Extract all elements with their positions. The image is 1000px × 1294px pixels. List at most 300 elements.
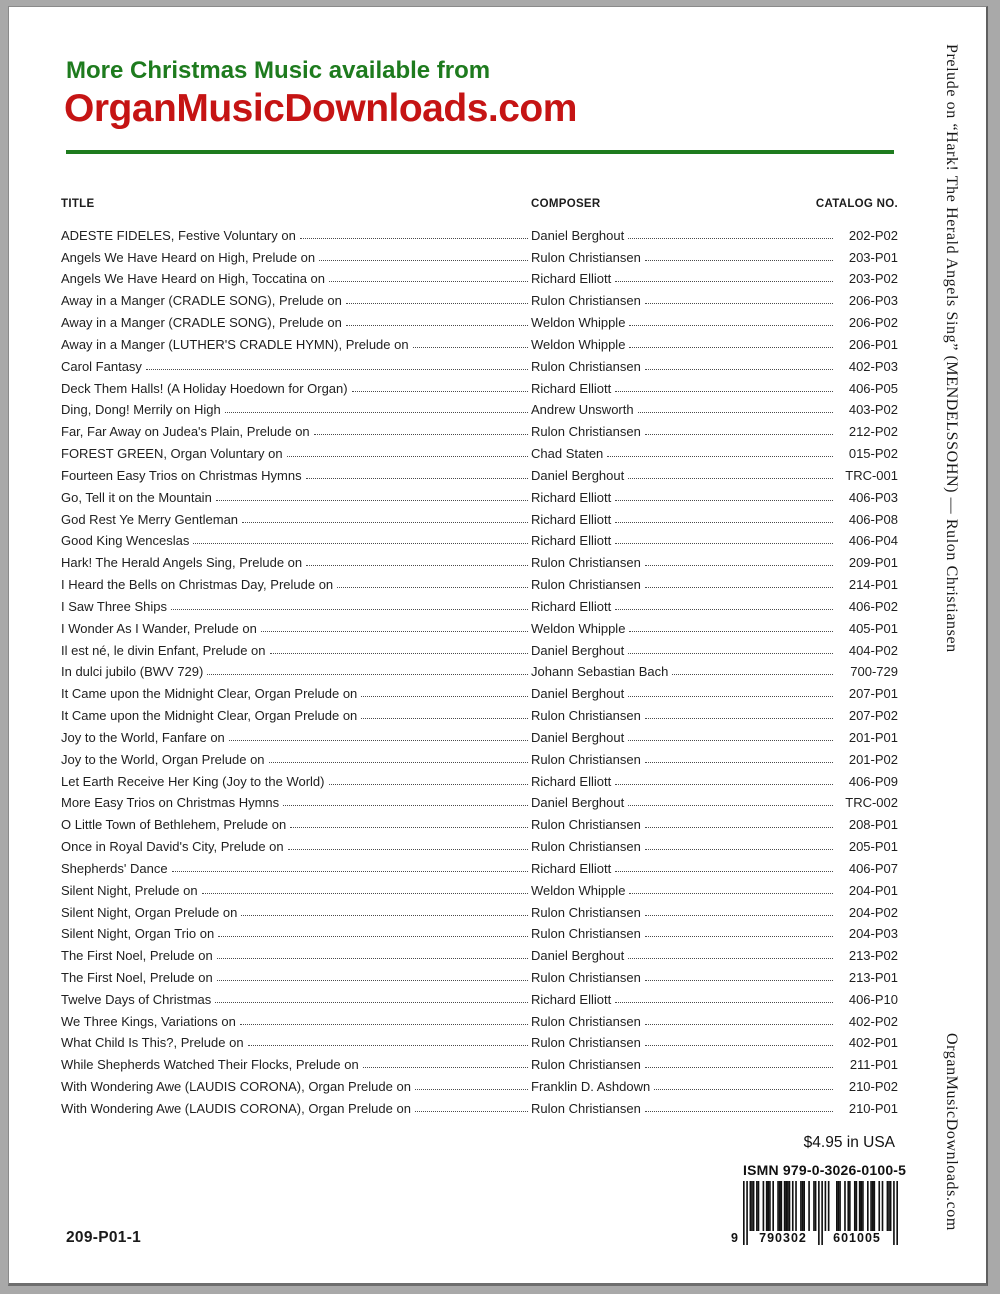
- barcode: [731, 1181, 898, 1249]
- dot-leader: [413, 347, 528, 348]
- row-catalog: 213-P01: [848, 969, 898, 985]
- title-cell: [61, 862, 531, 878]
- row-title: Fourteen Easy Trios on Christmas Hymns: [61, 467, 302, 483]
- row-composer: Rulon Christiansen: [531, 577, 641, 593]
- composer-cell: [531, 687, 836, 703]
- table-row: [61, 485, 898, 507]
- title-cell: [61, 578, 531, 594]
- row-composer: Daniel Berghout: [531, 795, 625, 811]
- dot-leader: [225, 412, 528, 413]
- row-composer: Rulon Christiansen: [531, 424, 641, 440]
- row-composer: Weldon Whipple: [531, 620, 626, 636]
- dot-leader: [645, 260, 833, 261]
- dot-leader: [672, 674, 833, 675]
- dot-leader: [607, 456, 833, 457]
- row-composer: Rulon Christiansen: [531, 839, 641, 855]
- composer-cell: [531, 665, 836, 681]
- table-row: [61, 550, 898, 572]
- table-row: [61, 507, 898, 529]
- row-catalog: 206-P01: [848, 336, 898, 352]
- table-row: [61, 1009, 898, 1031]
- composer-cell: [531, 556, 836, 572]
- dot-leader: [217, 958, 528, 959]
- dot-leader: [306, 478, 528, 479]
- row-title: With Wondering Awe (LAUDIS CORONA), Organ Prelude on: [61, 1079, 411, 1095]
- composer-cell: [531, 360, 836, 376]
- composer-cell: [531, 316, 836, 332]
- row-title: Deck Them Halls! (A Holiday Hoedown for Organ): [61, 380, 348, 396]
- dot-leader: [217, 980, 528, 981]
- dot-leader: [241, 915, 528, 916]
- dot-leader: [654, 1089, 833, 1090]
- table-row: [61, 1074, 898, 1096]
- table-row: [61, 1031, 898, 1053]
- composer-cell: [531, 862, 836, 878]
- header-divider: [66, 150, 894, 154]
- row-composer: Rulon Christiansen: [531, 817, 641, 833]
- title-cell: [61, 1080, 531, 1096]
- row-title: With Wondering Awe (LAUDIS CORONA), Organ Prelude on: [61, 1100, 411, 1116]
- table-row: [61, 441, 898, 463]
- dot-leader: [615, 543, 833, 544]
- table-row: [61, 376, 898, 398]
- table-row: [61, 681, 898, 703]
- title-cell: [61, 316, 531, 332]
- composer-cell: [531, 1058, 836, 1074]
- row-composer: Daniel Berghout: [531, 729, 625, 745]
- title-cell: [61, 993, 531, 1009]
- composer-cell: [531, 1080, 836, 1096]
- table-row: [61, 878, 898, 900]
- dot-leader: [645, 369, 833, 370]
- dot-leader: [240, 1024, 528, 1025]
- row-title: Away in a Manger (LUTHER'S CRADLE HYMN), Prelude on: [61, 336, 409, 352]
- row-composer: Rulon Christiansen: [531, 926, 641, 942]
- composer-cell: [531, 491, 836, 507]
- title-cell: [61, 796, 531, 812]
- dot-leader: [645, 936, 833, 937]
- row-composer: Rulon Christiansen: [531, 969, 641, 985]
- row-composer: Franklin D. Ashdown: [531, 1079, 651, 1095]
- dot-leader: [615, 784, 833, 785]
- table-row: [61, 398, 898, 420]
- dot-leader: [645, 565, 833, 566]
- dot-leader: [287, 456, 528, 457]
- composer-cell: [531, 272, 836, 288]
- composer-cell: [531, 906, 836, 922]
- dot-leader: [218, 936, 528, 937]
- row-composer: Rulon Christiansen: [531, 1035, 641, 1051]
- row-composer: Richard Elliott: [531, 271, 612, 287]
- row-catalog: 206-P03: [848, 293, 898, 309]
- title-cell: [61, 840, 531, 856]
- table-row: [61, 332, 898, 354]
- dot-leader: [193, 543, 528, 544]
- row-composer: Richard Elliott: [531, 991, 612, 1007]
- title-cell: [61, 294, 531, 310]
- row-composer: Chad Staten: [531, 446, 604, 462]
- title-cell: [61, 665, 531, 681]
- dot-leader: [629, 893, 833, 894]
- title-cell: [61, 709, 531, 725]
- title-cell: [61, 1058, 531, 1074]
- row-title: Angels We Have Heard on High, Toccatina on: [61, 271, 326, 287]
- title-cell: [61, 775, 531, 791]
- row-catalog: 402-P02: [848, 1013, 898, 1029]
- row-title: Away in a Manger (CRADLE SONG), Prelude on: [61, 315, 342, 331]
- row-catalog: 406-P04: [848, 533, 898, 549]
- row-catalog: 406-P02: [848, 598, 898, 614]
- dot-leader: [629, 325, 833, 326]
- dot-leader: [615, 391, 833, 392]
- dot-leader: [346, 325, 528, 326]
- row-composer: Richard Elliott: [531, 533, 612, 549]
- title-cell: [61, 229, 531, 245]
- composer-cell: [531, 796, 836, 812]
- row-composer: Richard Elliott: [531, 773, 612, 789]
- row-composer: Rulon Christiansen: [531, 751, 641, 767]
- row-catalog: 201-P01: [848, 729, 898, 745]
- dot-leader: [645, 1024, 833, 1025]
- title-cell: [61, 338, 531, 354]
- dot-leader: [269, 762, 528, 763]
- table-row: [61, 594, 898, 616]
- row-composer: Richard Elliott: [531, 511, 612, 527]
- composer-cell: [531, 949, 836, 965]
- price-label: $4.95 in USA: [803, 1134, 895, 1151]
- col-header-title: TITLE: [61, 198, 95, 210]
- row-composer: Daniel Berghout: [531, 227, 625, 243]
- title-cell: [61, 403, 531, 419]
- dot-leader: [363, 1067, 528, 1068]
- title-cell: [61, 818, 531, 834]
- row-title: While Shepherds Watched Their Flocks, Prelude on: [61, 1057, 359, 1073]
- dot-leader: [346, 303, 528, 304]
- dot-leader: [645, 1111, 833, 1112]
- row-composer: Rulon Christiansen: [531, 1100, 641, 1116]
- composer-cell: [531, 622, 836, 638]
- table-row: [61, 922, 898, 944]
- table-row: [61, 245, 898, 267]
- title-cell: [61, 927, 531, 943]
- barcode-digit-mid: 790302: [759, 1231, 807, 1245]
- title-cell: [61, 884, 531, 900]
- dot-leader: [288, 849, 528, 850]
- composer-cell: [531, 1015, 836, 1031]
- dot-leader: [415, 1089, 528, 1090]
- title-cell: [61, 272, 531, 288]
- table-row: [61, 288, 898, 310]
- dot-leader: [645, 434, 833, 435]
- composer-cell: [531, 578, 836, 594]
- row-composer: Rulon Christiansen: [531, 708, 641, 724]
- row-catalog: 202-P02: [848, 227, 898, 243]
- row-title: I Wonder As I Wander, Prelude on: [61, 620, 257, 636]
- dot-leader: [415, 1111, 528, 1112]
- composer-cell: [531, 709, 836, 725]
- composer-cell: [531, 971, 836, 987]
- table-row: [61, 987, 898, 1009]
- table-row: [61, 791, 898, 813]
- dot-leader: [261, 631, 528, 632]
- table-row: [61, 616, 898, 638]
- title-cell: [61, 469, 531, 485]
- dot-leader: [290, 827, 528, 828]
- row-title: I Saw Three Ships: [61, 598, 167, 614]
- row-catalog: 206-P02: [848, 315, 898, 331]
- dot-leader: [314, 434, 528, 435]
- row-title: Good King Wenceslas: [61, 533, 190, 549]
- dot-leader: [645, 827, 833, 828]
- table-row: [61, 747, 898, 769]
- row-catalog: 207-P01: [848, 686, 898, 702]
- row-composer: Daniel Berghout: [531, 948, 625, 964]
- title-cell: [61, 600, 531, 616]
- row-title: Joy to the World, Organ Prelude on: [61, 751, 265, 767]
- dot-leader: [645, 762, 833, 763]
- dot-leader: [361, 696, 528, 697]
- table-row: [61, 638, 898, 660]
- composer-cell: [531, 753, 836, 769]
- title-cell: [61, 1015, 531, 1031]
- row-title: Silent Night, Organ Trio on: [61, 926, 215, 942]
- row-catalog: 207-P02: [848, 708, 898, 724]
- table-row: [61, 419, 898, 441]
- row-title: Joy to the World, Fanfare on: [61, 729, 225, 745]
- row-title: Far, Far Away on Judea's Plain, Prelude on: [61, 424, 310, 440]
- row-catalog: 403-P02: [848, 402, 898, 418]
- dot-leader: [337, 587, 528, 588]
- dot-leader: [628, 653, 833, 654]
- row-title: God Rest Ye Merry Gentleman: [61, 511, 239, 527]
- row-catalog: 405-P01: [848, 620, 898, 636]
- composer-cell: [531, 1102, 836, 1118]
- dot-leader: [628, 740, 833, 741]
- table-row: [61, 900, 898, 922]
- table-row: [61, 856, 898, 878]
- row-title: In dulci jubilo (BWV 729): [61, 664, 204, 680]
- dot-leader: [352, 391, 528, 392]
- title-cell: [61, 949, 531, 965]
- row-title: ADESTE FIDELES, Festive Voluntary on: [61, 227, 296, 243]
- row-catalog: 406-P05: [848, 380, 898, 396]
- row-title: Hark! The Herald Angels Sing, Prelude on: [61, 555, 303, 571]
- title-cell: [61, 360, 531, 376]
- dot-leader: [283, 805, 528, 806]
- dot-leader: [615, 609, 833, 610]
- header-tagline: More Christmas Music available from: [66, 57, 491, 84]
- row-catalog: TRC-002: [845, 795, 898, 811]
- row-title: Ding, Dong! Merrily on High: [61, 402, 221, 418]
- title-cell: [61, 251, 531, 267]
- dot-leader: [216, 500, 528, 501]
- row-catalog: 700-729: [850, 664, 898, 680]
- title-cell: [61, 644, 531, 660]
- composer-cell: [531, 251, 836, 267]
- composer-cell: [531, 731, 836, 747]
- dot-leader: [172, 871, 528, 872]
- composer-cell: [531, 775, 836, 791]
- dot-leader: [629, 631, 833, 632]
- row-composer: Rulon Christiansen: [531, 1013, 641, 1029]
- composer-cell: [531, 884, 836, 900]
- row-title: I Heard the Bells on Christmas Day, Prelude on: [61, 577, 334, 593]
- dot-leader: [645, 1045, 833, 1046]
- row-catalog: 204-P02: [848, 904, 898, 920]
- composer-cell: [531, 818, 836, 834]
- composer-cell: [531, 513, 836, 529]
- dot-leader: [171, 609, 528, 610]
- dot-leader: [306, 565, 528, 566]
- composer-cell: [531, 403, 836, 419]
- title-cell: [61, 731, 531, 747]
- composer-cell: [531, 229, 836, 245]
- dot-leader: [242, 522, 528, 523]
- row-composer: Andrew Unsworth: [531, 402, 634, 418]
- dot-leader: [361, 718, 528, 719]
- dot-leader: [628, 805, 833, 806]
- title-cell: [61, 556, 531, 572]
- barcode-block: [731, 1162, 907, 1249]
- row-catalog: 406-P10: [848, 991, 898, 1007]
- dot-leader: [645, 915, 833, 916]
- table-header-row: [61, 198, 898, 210]
- table-row: [61, 1052, 898, 1074]
- table-row: [61, 463, 898, 485]
- row-composer: Weldon Whipple: [531, 336, 626, 352]
- row-catalog: 203-P01: [848, 249, 898, 265]
- row-title: Go, Tell it on the Mountain: [61, 489, 212, 505]
- row-title: FOREST GREEN, Organ Voluntary on: [61, 446, 283, 462]
- composer-cell: [531, 993, 836, 1009]
- table-row: [61, 267, 898, 289]
- dot-leader: [202, 893, 528, 894]
- row-composer: Rulon Christiansen: [531, 293, 641, 309]
- dot-leader: [629, 347, 833, 348]
- row-catalog: 212-P02: [848, 424, 898, 440]
- row-title: The First Noel, Prelude on: [61, 969, 213, 985]
- row-catalog: 211-P01: [849, 1057, 898, 1073]
- row-catalog: 406-P09: [848, 773, 898, 789]
- ismn-label: ISMN 979-0-3026-0100-5: [743, 1162, 907, 1178]
- row-composer: Rulon Christiansen: [531, 358, 641, 374]
- title-cell: [61, 753, 531, 769]
- table-row: [61, 965, 898, 987]
- row-composer: Daniel Berghout: [531, 686, 625, 702]
- row-title: Let Earth Receive Her King (Joy to the World): [61, 773, 325, 789]
- dot-leader: [645, 980, 833, 981]
- barcode-digit-left: 9: [731, 1231, 738, 1245]
- row-title: O Little Town of Bethlehem, Prelude on: [61, 817, 287, 833]
- table-row: [61, 943, 898, 965]
- composer-cell: [531, 600, 836, 616]
- plate-number: 209-P01-1: [66, 1229, 142, 1246]
- dot-leader: [628, 958, 833, 959]
- composer-cell: [531, 469, 836, 485]
- dot-leader: [248, 1045, 528, 1046]
- composer-cell: [531, 447, 836, 463]
- table-row: [61, 769, 898, 791]
- dot-leader: [628, 696, 833, 697]
- row-composer: Richard Elliott: [531, 598, 612, 614]
- dot-leader: [229, 740, 528, 741]
- row-catalog: 406-P07: [848, 860, 898, 876]
- table-row: [61, 812, 898, 834]
- row-composer: Daniel Berghout: [531, 467, 625, 483]
- row-catalog: 402-P01: [848, 1035, 898, 1051]
- row-catalog: 402-P03: [848, 358, 898, 374]
- row-title: Once in Royal David's City, Prelude on: [61, 839, 284, 855]
- row-catalog: 204-P03: [848, 926, 898, 942]
- composer-cell: [531, 294, 836, 310]
- dot-leader: [300, 238, 528, 239]
- composer-cell: [531, 644, 836, 660]
- spine-text-top: Prelude on “Hark! The Herald Angels Sing” (MENDELSSOHN) — Rulon Christiansen: [943, 44, 960, 653]
- row-composer: Richard Elliott: [531, 489, 612, 505]
- table-row: [61, 725, 898, 747]
- row-catalog: 203-P02: [848, 271, 898, 287]
- row-title: More Easy Trios on Christmas Hymns: [61, 795, 280, 811]
- dot-leader: [615, 1002, 833, 1003]
- dot-leader: [146, 369, 528, 370]
- row-title: Carol Fantasy: [61, 358, 142, 374]
- row-title: The First Noel, Prelude on: [61, 948, 213, 964]
- row-composer: Johann Sebastian Bach: [531, 664, 669, 680]
- composer-cell: [531, 927, 836, 943]
- table-row: [61, 354, 898, 376]
- row-composer: Rulon Christiansen: [531, 904, 641, 920]
- row-catalog: 205-P01: [848, 839, 898, 855]
- row-composer: Daniel Berghout: [531, 642, 625, 658]
- row-catalog: 213-P02: [848, 948, 898, 964]
- table-row: [61, 223, 898, 245]
- composer-cell: [531, 840, 836, 856]
- table-row: [61, 834, 898, 856]
- dot-leader: [329, 784, 529, 785]
- title-cell: [61, 1036, 531, 1052]
- row-title: Silent Night, Organ Prelude on: [61, 904, 238, 920]
- row-catalog: TRC-001: [845, 467, 898, 483]
- table-row: [61, 529, 898, 551]
- dot-leader: [615, 522, 833, 523]
- row-title: It Came upon the Midnight Clear, Organ Prelude on: [61, 708, 358, 724]
- spine-text-bottom: OrganMusicDownloads.com: [943, 1033, 960, 1231]
- row-title: We Three Kings, Variations on: [61, 1013, 236, 1029]
- page: [8, 6, 988, 1286]
- row-catalog: 210-P01: [848, 1100, 898, 1116]
- dot-leader: [645, 1067, 833, 1068]
- row-title: Il est né, le divin Enfant, Prelude on: [61, 642, 266, 658]
- dot-leader: [329, 281, 528, 282]
- composer-cell: [531, 338, 836, 354]
- row-catalog: 204-P01: [848, 882, 898, 898]
- dot-leader: [628, 478, 833, 479]
- row-title: What Child Is This?, Prelude on: [61, 1035, 244, 1051]
- table-row: [61, 660, 898, 682]
- row-title: It Came upon the Midnight Clear, Organ Prelude on: [61, 686, 358, 702]
- dot-leader: [270, 653, 528, 654]
- row-title: Shepherds' Dance: [61, 860, 168, 876]
- row-composer: Richard Elliott: [531, 380, 612, 396]
- composer-cell: [531, 382, 836, 398]
- row-composer: Weldon Whipple: [531, 882, 626, 898]
- row-composer: Richard Elliott: [531, 860, 612, 876]
- row-title: Angels We Have Heard on High, Prelude on: [61, 249, 316, 265]
- dot-leader: [319, 260, 528, 261]
- row-composer: Rulon Christiansen: [531, 555, 641, 571]
- row-catalog: 406-P03: [848, 489, 898, 505]
- row-composer: Rulon Christiansen: [531, 1057, 641, 1073]
